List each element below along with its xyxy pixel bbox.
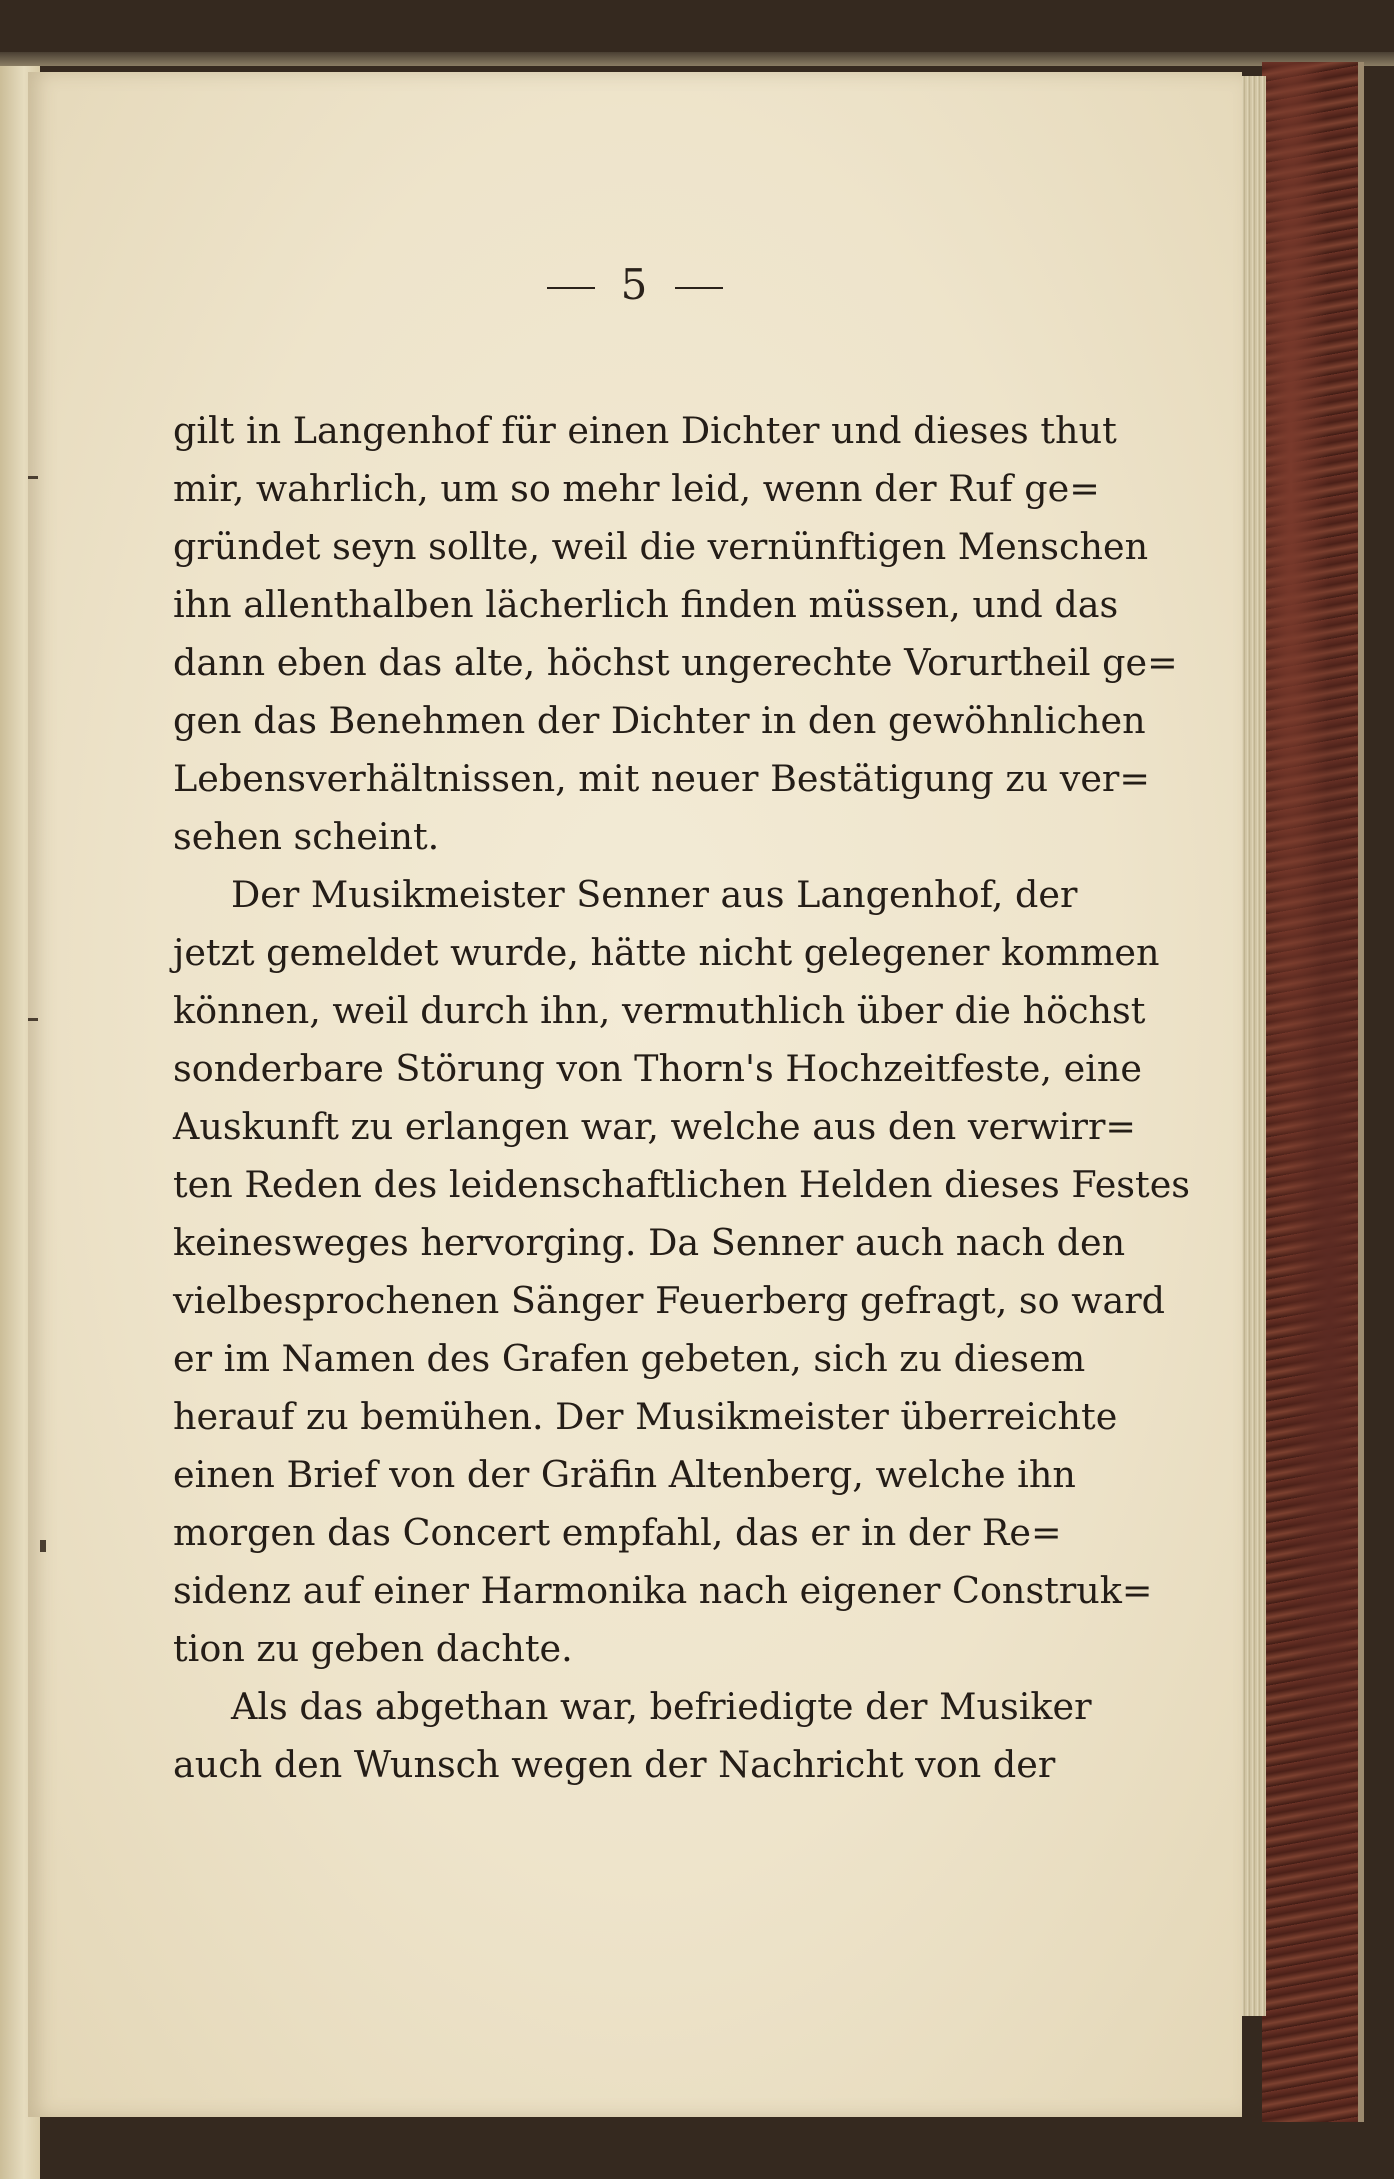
paragraph [173, 402, 1178, 866]
text-line: mir, wahrlich, um so mehr leid, wenn der Ruf ge= [173, 467, 1100, 510]
margin-mark [40, 1540, 46, 1552]
text-line: er im Namen des Grafen gebeten, sich zu diesem [173, 1337, 1086, 1380]
book-top-edge [0, 52, 1394, 66]
text-line: herauf zu bemühen. Der Musikmeister überreichte [173, 1395, 1118, 1438]
text-line: dann eben das alte, höchst ungerechte Vorurtheil ge= [173, 641, 1178, 684]
text-line: einen Brief von der Gräfin Altenberg, welche ihn [173, 1453, 1076, 1496]
body-text [173, 402, 1191, 1794]
paragraph [173, 1678, 1092, 1794]
text-line: vielbesprochenen Sänger Feuerberg gefragt, so ward [173, 1279, 1166, 1322]
text-line: tion zu geben dachte. [173, 1627, 573, 1670]
text-line: sidenz auf einer Harmonika nach eigener Construk= [173, 1569, 1153, 1612]
page-number [28, 260, 1242, 309]
page-number-text: 5 [620, 260, 650, 309]
text-line: ihn allenthalben lächerlich finden müssen, und das [173, 583, 1119, 626]
left-dash [547, 287, 595, 289]
text-line: jetzt gemeldet wurde, hätte nicht gelegener kommen [173, 931, 1160, 974]
text-line: ten Reden des leidenschaftlichen Helden dieses Festes [173, 1163, 1191, 1206]
text-line: sehen scheint. [173, 815, 440, 858]
text-line: sonderbare Störung von Thorn's Hochzeitfeste, eine [173, 1047, 1142, 1090]
leather-cover [1262, 62, 1364, 2122]
paragraph [173, 866, 1191, 1678]
text-line: können, weil durch ihn, vermuthlich über die höchst [173, 989, 1146, 1032]
text-line: Auskunft zu erlangen war, welche aus den verwirr= [173, 1105, 1136, 1148]
text-line: keinesweges hervorging. Da Senner auch nach den [173, 1221, 1126, 1264]
margin-mark [28, 476, 38, 479]
text-line: morgen das Concert empfahl, das er in der Re= [173, 1511, 1062, 1554]
text-line: Lebensverhältnissen, mit neuer Bestätigung zu ver= [173, 757, 1150, 800]
margin-mark [28, 1018, 38, 1021]
text-line: Als das abgethan war, befriedigte der Musiker [231, 1685, 1092, 1728]
right-dash [675, 287, 723, 289]
text-line: Der Musikmeister Senner aus Langenhof, der [231, 873, 1078, 916]
text-line: gen das Benehmen der Dichter in den gewöhnlichen [173, 699, 1146, 742]
book-page [28, 72, 1242, 2117]
text-line: auch den Wunsch wegen der Nachricht von der [173, 1743, 1056, 1786]
text-line: gründet seyn sollte, weil die vernünftigen Menschen [173, 525, 1149, 568]
text-line: gilt in Langenhof für einen Dichter und dieses thut [173, 409, 1117, 452]
